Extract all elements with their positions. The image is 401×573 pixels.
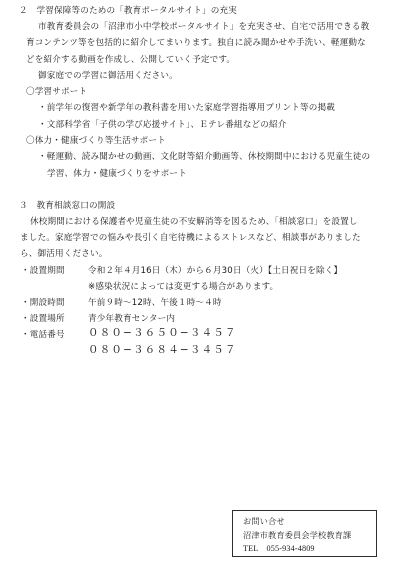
detail-value-period-note: ※感染状況によっては変更する場合があります。	[88, 282, 279, 292]
detail-value-phone-1: ０８０−３６５０−３４５７	[88, 327, 237, 339]
section2-intro-line-1: 市教育委員会の「沼津市小中学校ポータルサイト」を充実させ、自宅で活用できる教	[38, 22, 370, 32]
section2-heading: ２ 学習保障等のための「教育ポータルサイト」の充実	[19, 6, 237, 16]
detail-value-hours: 午前９時〜12時、午後１時〜４時	[88, 298, 222, 308]
detail-label-period: ・設置期間	[21, 266, 65, 276]
section3-intro-line-1: 休校期間における保護者や児童生徒の不安解消等を図るため、「相談窓口」を設置し	[30, 217, 358, 227]
section3-heading: ３ 教育相談窓口の開設	[19, 201, 116, 211]
section2-intro-line-2: 育コンテンツ等を包括的に紹介してまいります。独自に読み聞かせや手洗い、軽運動な	[26, 38, 366, 48]
detail-label-location: ・設置場所	[21, 314, 65, 324]
section2-intro-line-3: どを紹介する動画を作成し、公開していく予定です。	[26, 55, 236, 65]
detail-value-period: 令和２年４月16日（木）から６月30日（火）【土日祝日を除く】	[88, 266, 343, 276]
inquiry-box	[232, 510, 377, 557]
detail-label-hours: ・開設時間	[21, 298, 65, 308]
health-support-line-1: ・軽運動、読み聞かせの動画、文化財等紹介動画等、休校期間中における児童生徒の	[38, 152, 371, 162]
inquiry-tel: TEL 055-934-4809	[243, 544, 315, 553]
learning-support-item-1: ・前学年の復習や新学年の教科書を用いた家庭学習指導用プリント等の掲載	[38, 103, 335, 113]
detail-value-location: 青少年教育センター内	[88, 314, 176, 324]
health-support-heading: 〇体力・健康づくり等生活サポート	[26, 136, 166, 146]
inquiry-department: 沼津市教育委員会学校教育課	[243, 530, 352, 540]
section2-intro-line-4: 御家庭での学習に御活用ください。	[38, 71, 178, 81]
section3-intro-line-3: ら、御活用ください。	[20, 249, 108, 259]
learning-support-item-2: ・文部科学省「子供の学び応援サイト」、Ｅテレ番組などの紹介	[38, 120, 287, 130]
learning-support-heading: 〇学習サポート	[26, 87, 88, 97]
inquiry-title: お問い合せ	[243, 516, 285, 526]
detail-label-phone: ・電話番号	[21, 330, 65, 340]
detail-value-phone-2: ０８０−３６８４−３４５７	[88, 344, 237, 356]
health-support-line-2: 学習、体力・健康づくりをサポート	[47, 169, 187, 179]
section3-intro-line-2: ました。家庭学習での悩みや長引く自宅待機によるストレスなど、相談事がありました	[20, 233, 361, 243]
